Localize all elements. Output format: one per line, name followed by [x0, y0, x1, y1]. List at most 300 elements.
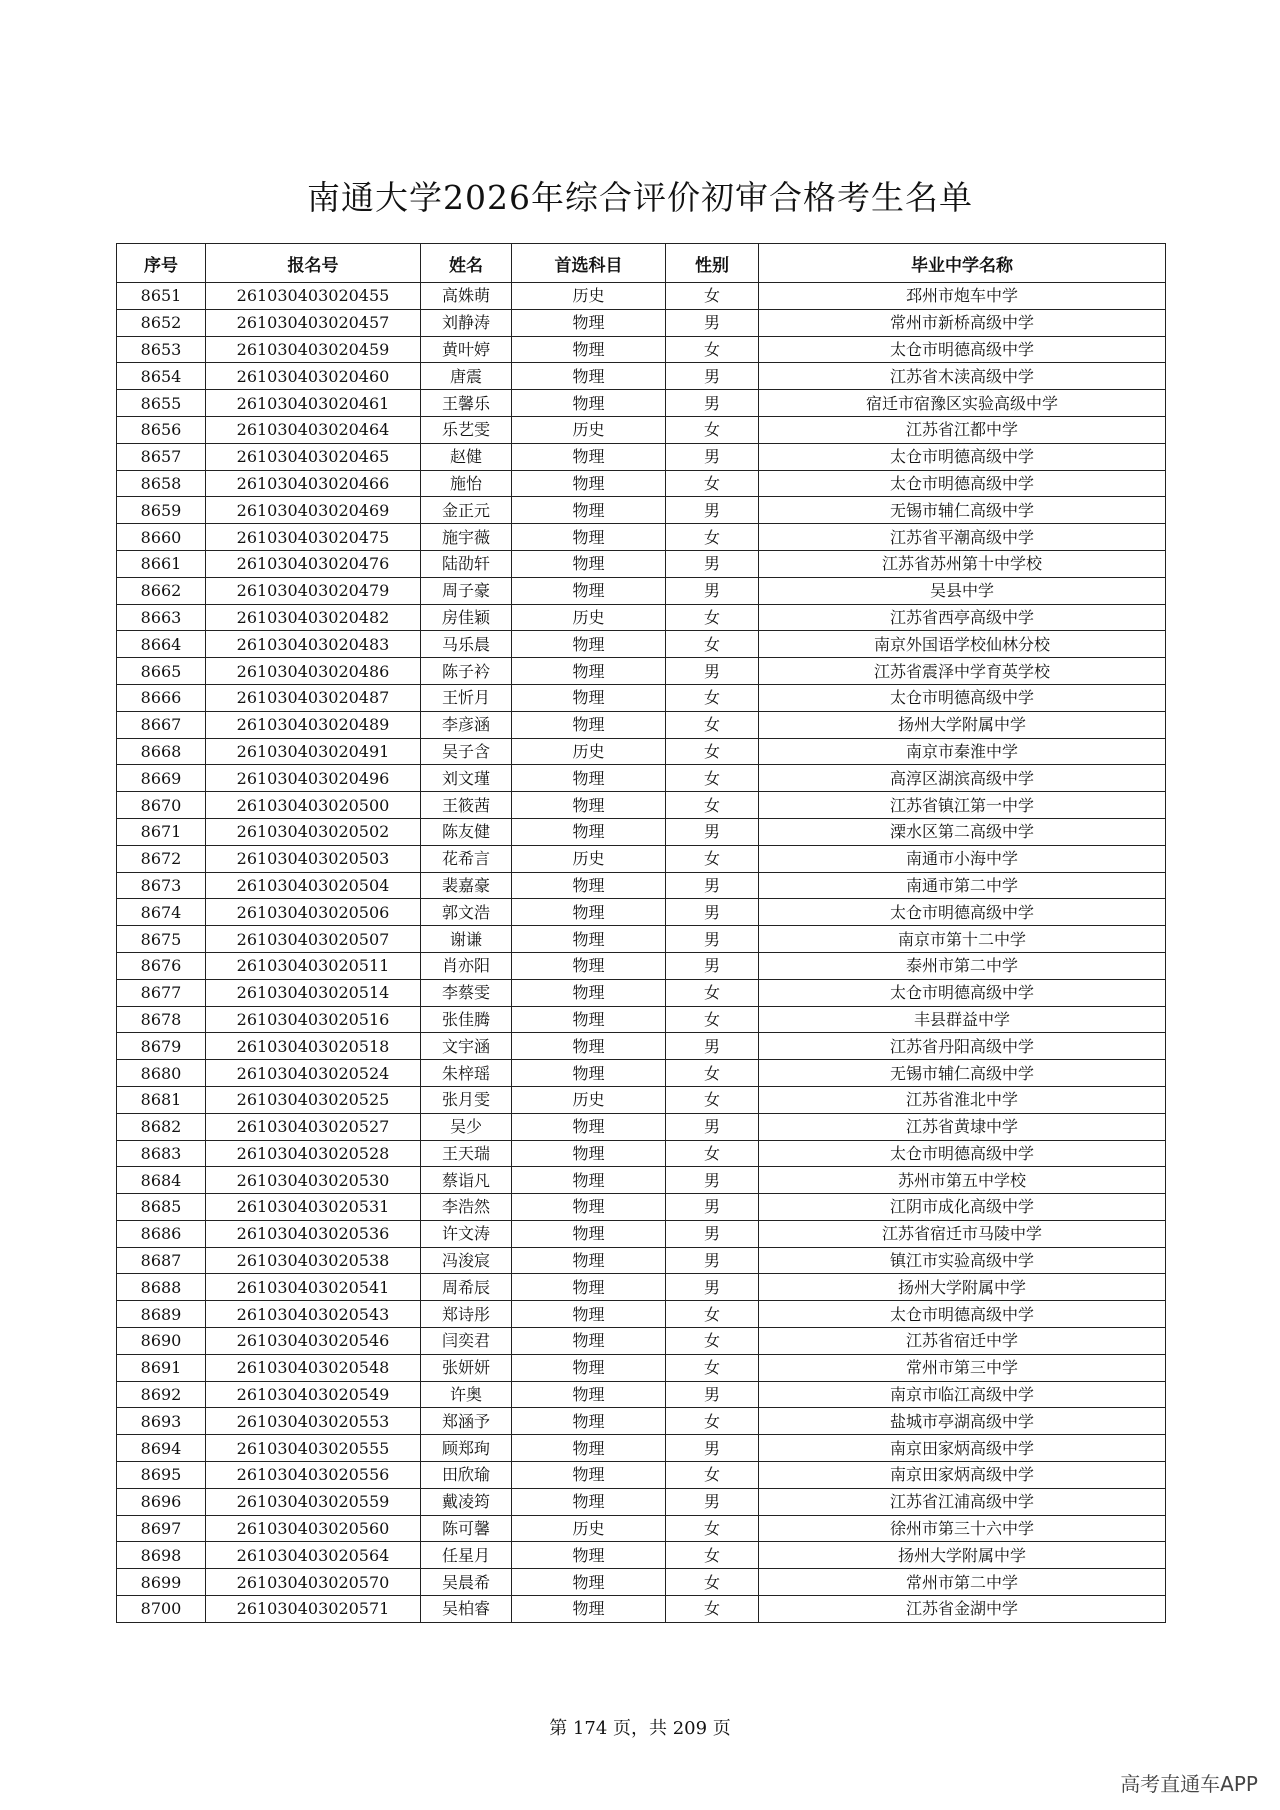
- cell-registration-no: 261030403020548: [206, 1354, 421, 1381]
- cell-index: 8677: [117, 979, 206, 1006]
- document-title: 南通大学2026年综合评价初审合格考生名单: [307, 178, 973, 217]
- cell-gender: 女: [666, 684, 759, 711]
- table-row: [117, 1354, 1166, 1381]
- cell-subject: 历史: [512, 604, 666, 631]
- cell-gender: 女: [666, 1006, 759, 1033]
- table-row: [117, 684, 1166, 711]
- cell-gender: 男: [666, 443, 759, 470]
- table-row: [117, 952, 1166, 979]
- cell-subject: 历史: [512, 1515, 666, 1542]
- cell-name: 黄叶婷: [421, 336, 512, 363]
- cell-subject: 物理: [512, 1220, 666, 1247]
- cell-index: 8661: [117, 550, 206, 577]
- cell-registration-no: 261030403020466: [206, 470, 421, 497]
- cell-registration-no: 261030403020459: [206, 336, 421, 363]
- cell-registration-no: 261030403020570: [206, 1569, 421, 1596]
- cell-school: 邳州市炮车中学: [759, 283, 1166, 310]
- cell-name: 郑诗彤: [421, 1301, 512, 1328]
- cell-name: 王忻月: [421, 684, 512, 711]
- cell-registration-no: 261030403020549: [206, 1381, 421, 1408]
- cell-school: 江苏省黄埭中学: [759, 1113, 1166, 1140]
- cell-registration-no: 261030403020482: [206, 604, 421, 631]
- cell-subject: 物理: [512, 1033, 666, 1060]
- cell-registration-no: 261030403020555: [206, 1435, 421, 1462]
- cell-name: 刘静涛: [421, 309, 512, 336]
- table-row: [117, 1033, 1166, 1060]
- cell-index: 8686: [117, 1220, 206, 1247]
- cell-subject: 物理: [512, 336, 666, 363]
- cell-subject: 物理: [512, 1328, 666, 1355]
- column-header-registration-no: 报名号: [206, 244, 421, 283]
- cell-school: 常州市新桥高级中学: [759, 309, 1166, 336]
- cell-registration-no: 261030403020486: [206, 658, 421, 685]
- column-header-subject: 首选科目: [512, 244, 666, 283]
- cell-gender: 女: [666, 470, 759, 497]
- cell-name: 赵健: [421, 443, 512, 470]
- cell-gender: 女: [666, 631, 759, 658]
- cell-subject: 物理: [512, 1435, 666, 1462]
- cell-subject: 历史: [512, 738, 666, 765]
- cell-school: 江苏省宿迁中学: [759, 1328, 1166, 1355]
- cell-name: 许奥: [421, 1381, 512, 1408]
- table-row: [117, 1301, 1166, 1328]
- column-header-index: 序号: [117, 244, 206, 283]
- cell-name: 陈可馨: [421, 1515, 512, 1542]
- cell-registration-no: 261030403020479: [206, 577, 421, 604]
- cell-gender: 女: [666, 845, 759, 872]
- cell-gender: 男: [666, 1220, 759, 1247]
- cell-registration-no: 261030403020507: [206, 926, 421, 953]
- table-row: [117, 1408, 1166, 1435]
- table-row: [117, 926, 1166, 953]
- cell-index: 8689: [117, 1301, 206, 1328]
- cell-index: 8671: [117, 818, 206, 845]
- cell-school: 江苏省震泽中学育英学校: [759, 658, 1166, 685]
- cell-name: 周子豪: [421, 577, 512, 604]
- cell-name: 刘文瑾: [421, 765, 512, 792]
- cell-name: 郭文浩: [421, 899, 512, 926]
- cell-registration-no: 261030403020516: [206, 1006, 421, 1033]
- cell-name: 吴子含: [421, 738, 512, 765]
- cell-gender: 男: [666, 899, 759, 926]
- cell-name: 吴柏睿: [421, 1596, 512, 1623]
- cell-gender: 女: [666, 1301, 759, 1328]
- cell-gender: 女: [666, 283, 759, 310]
- cell-index: 8680: [117, 1060, 206, 1087]
- cell-name: 张佳腾: [421, 1006, 512, 1033]
- cell-gender: 女: [666, 1596, 759, 1623]
- cell-name: 房佳颖: [421, 604, 512, 631]
- cell-name: 闫奕君: [421, 1328, 512, 1355]
- cell-school: 南京田家炳高级中学: [759, 1462, 1166, 1489]
- cell-name: 王馨乐: [421, 390, 512, 417]
- cell-name: 张月雯: [421, 1086, 512, 1113]
- cell-subject: 物理: [512, 658, 666, 685]
- table-row: [117, 524, 1166, 551]
- cell-subject: 物理: [512, 524, 666, 551]
- cell-gender: 女: [666, 765, 759, 792]
- cell-subject: 物理: [512, 1274, 666, 1301]
- cell-school: 吴县中学: [759, 577, 1166, 604]
- cell-index: 8685: [117, 1194, 206, 1221]
- cell-registration-no: 261030403020564: [206, 1542, 421, 1569]
- cell-school: 太仓市明德高级中学: [759, 979, 1166, 1006]
- cell-registration-no: 261030403020559: [206, 1488, 421, 1515]
- table-row: [117, 765, 1166, 792]
- cell-school: 南京市秦淮中学: [759, 738, 1166, 765]
- table-row: [117, 1435, 1166, 1462]
- cell-registration-no: 261030403020483: [206, 631, 421, 658]
- cell-subject: 物理: [512, 792, 666, 819]
- cell-registration-no: 261030403020546: [206, 1328, 421, 1355]
- cell-index: 8696: [117, 1488, 206, 1515]
- cell-subject: 历史: [512, 845, 666, 872]
- cell-school: 南京市临江高级中学: [759, 1381, 1166, 1408]
- cell-gender: 男: [666, 1113, 759, 1140]
- cell-subject: 物理: [512, 684, 666, 711]
- cell-subject: 物理: [512, 550, 666, 577]
- cell-name: 郑涵予: [421, 1408, 512, 1435]
- cell-gender: 女: [666, 1569, 759, 1596]
- cell-school: 江苏省木渎高级中学: [759, 363, 1166, 390]
- cell-index: 8656: [117, 416, 206, 443]
- cell-name: 施怡: [421, 470, 512, 497]
- cell-registration-no: 261030403020560: [206, 1515, 421, 1542]
- cell-gender: 女: [666, 416, 759, 443]
- cell-school: 太仓市明德高级中学: [759, 336, 1166, 363]
- cell-subject: 物理: [512, 1060, 666, 1087]
- cell-name: 周希辰: [421, 1274, 512, 1301]
- table-row: [117, 1006, 1166, 1033]
- table-row: [117, 1328, 1166, 1355]
- cell-index: 8678: [117, 1006, 206, 1033]
- cell-index: 8676: [117, 952, 206, 979]
- cell-subject: 历史: [512, 283, 666, 310]
- cell-gender: 男: [666, 1033, 759, 1060]
- cell-name: 张妍妍: [421, 1354, 512, 1381]
- cell-registration-no: 261030403020553: [206, 1408, 421, 1435]
- cell-registration-no: 261030403020528: [206, 1140, 421, 1167]
- table-row: [117, 1060, 1166, 1087]
- cell-subject: 物理: [512, 1488, 666, 1515]
- cell-school: 扬州大学附属中学: [759, 1274, 1166, 1301]
- cell-school: 南通市小海中学: [759, 845, 1166, 872]
- cell-index: 8679: [117, 1033, 206, 1060]
- cell-registration-no: 261030403020496: [206, 765, 421, 792]
- cell-gender: 男: [666, 952, 759, 979]
- cell-index: 8664: [117, 631, 206, 658]
- cell-school: 太仓市明德高级中学: [759, 470, 1166, 497]
- cell-gender: 女: [666, 1328, 759, 1355]
- cell-subject: 物理: [512, 1354, 666, 1381]
- cell-registration-no: 261030403020461: [206, 390, 421, 417]
- cell-school: 江苏省淮北中学: [759, 1086, 1166, 1113]
- table-row: [117, 845, 1166, 872]
- cell-school: 无锡市辅仁高级中学: [759, 497, 1166, 524]
- table-header-row: [117, 244, 1166, 283]
- cell-registration-no: 261030403020541: [206, 1274, 421, 1301]
- cell-index: 8683: [117, 1140, 206, 1167]
- cell-index: 8651: [117, 283, 206, 310]
- cell-school: 江苏省平潮高级中学: [759, 524, 1166, 551]
- cell-name: 田欣瑜: [421, 1462, 512, 1489]
- cell-index: 8658: [117, 470, 206, 497]
- cell-index: 8662: [117, 577, 206, 604]
- table-row: [117, 497, 1166, 524]
- cell-index: 8667: [117, 711, 206, 738]
- cell-school: 江阴市成化高级中学: [759, 1194, 1166, 1221]
- candidate-table: [116, 243, 1166, 1623]
- table-row: [117, 1569, 1166, 1596]
- table-row: [117, 336, 1166, 363]
- cell-registration-no: 261030403020525: [206, 1086, 421, 1113]
- cell-gender: 女: [666, 1354, 759, 1381]
- cell-subject: 物理: [512, 1113, 666, 1140]
- cell-school: 太仓市明德高级中学: [759, 443, 1166, 470]
- cell-registration-no: 261030403020527: [206, 1113, 421, 1140]
- cell-subject: 物理: [512, 899, 666, 926]
- cell-registration-no: 261030403020530: [206, 1167, 421, 1194]
- table-row: [117, 1194, 1166, 1221]
- cell-name: 王筱茜: [421, 792, 512, 819]
- cell-school: 扬州大学附属中学: [759, 1542, 1166, 1569]
- cell-index: 8693: [117, 1408, 206, 1435]
- cell-gender: 女: [666, 1060, 759, 1087]
- cell-registration-no: 261030403020571: [206, 1596, 421, 1623]
- cell-index: 8698: [117, 1542, 206, 1569]
- cell-index: 8663: [117, 604, 206, 631]
- cell-subject: 物理: [512, 577, 666, 604]
- cell-name: 朱梓瑶: [421, 1060, 512, 1087]
- cell-index: 8690: [117, 1328, 206, 1355]
- cell-gender: 女: [666, 1140, 759, 1167]
- cell-name: 许文涛: [421, 1220, 512, 1247]
- cell-school: 南京外国语学校仙林分校: [759, 631, 1166, 658]
- cell-registration-no: 261030403020489: [206, 711, 421, 738]
- cell-school: 苏州市第五中学校: [759, 1167, 1166, 1194]
- cell-gender: 男: [666, 577, 759, 604]
- cell-index: 8688: [117, 1274, 206, 1301]
- cell-name: 马乐晨: [421, 631, 512, 658]
- cell-index: 8687: [117, 1247, 206, 1274]
- column-header-school: 毕业中学名称: [759, 244, 1166, 283]
- cell-gender: 女: [666, 336, 759, 363]
- table-row: [117, 1381, 1166, 1408]
- cell-name: 谢谦: [421, 926, 512, 953]
- cell-subject: 物理: [512, 390, 666, 417]
- table-row: [117, 1542, 1166, 1569]
- cell-school: 常州市第二中学: [759, 1569, 1166, 1596]
- cell-index: 8681: [117, 1086, 206, 1113]
- cell-subject: 物理: [512, 309, 666, 336]
- table-row: [117, 1140, 1166, 1167]
- cell-registration-no: 261030403020464: [206, 416, 421, 443]
- cell-school: 镇江市实验高级中学: [759, 1247, 1166, 1274]
- table-row: [117, 1515, 1166, 1542]
- column-header-name: 姓名: [421, 244, 512, 283]
- cell-index: 8691: [117, 1354, 206, 1381]
- cell-subject: 物理: [512, 711, 666, 738]
- cell-school: 太仓市明德高级中学: [759, 899, 1166, 926]
- cell-name: 顾郑珣: [421, 1435, 512, 1462]
- cell-subject: 物理: [512, 1006, 666, 1033]
- cell-gender: 男: [666, 926, 759, 953]
- cell-subject: 物理: [512, 363, 666, 390]
- cell-school: 江苏省江浦高级中学: [759, 1488, 1166, 1515]
- cell-gender: 男: [666, 550, 759, 577]
- cell-name: 任星月: [421, 1542, 512, 1569]
- cell-index: 8665: [117, 658, 206, 685]
- cell-subject: 物理: [512, 818, 666, 845]
- cell-gender: 女: [666, 711, 759, 738]
- cell-subject: 物理: [512, 1194, 666, 1221]
- cell-subject: 物理: [512, 1542, 666, 1569]
- cell-gender: 男: [666, 658, 759, 685]
- cell-index: 8699: [117, 1569, 206, 1596]
- cell-subject: 物理: [512, 470, 666, 497]
- cell-name: 李浩然: [421, 1194, 512, 1221]
- cell-gender: 男: [666, 497, 759, 524]
- cell-index: 8655: [117, 390, 206, 417]
- cell-registration-no: 261030403020476: [206, 550, 421, 577]
- cell-subject: 物理: [512, 497, 666, 524]
- cell-school: 扬州大学附属中学: [759, 711, 1166, 738]
- cell-subject: 物理: [512, 1167, 666, 1194]
- table-row: [117, 577, 1166, 604]
- cell-gender: 女: [666, 1408, 759, 1435]
- table-row: [117, 1596, 1166, 1623]
- cell-subject: 物理: [512, 1140, 666, 1167]
- table-row: [117, 309, 1166, 336]
- table-row: [117, 550, 1166, 577]
- cell-gender: 女: [666, 792, 759, 819]
- table-row: [117, 1462, 1166, 1489]
- table-body: [117, 283, 1166, 1623]
- cell-subject: 物理: [512, 979, 666, 1006]
- cell-index: 8666: [117, 684, 206, 711]
- cell-registration-no: 261030403020457: [206, 309, 421, 336]
- table-row: [117, 283, 1166, 310]
- cell-name: 陈子衿: [421, 658, 512, 685]
- cell-registration-no: 261030403020531: [206, 1194, 421, 1221]
- cell-registration-no: 261030403020475: [206, 524, 421, 551]
- cell-name: 肖亦阳: [421, 952, 512, 979]
- cell-subject: 物理: [512, 1569, 666, 1596]
- cell-school: 江苏省苏州第十中学校: [759, 550, 1166, 577]
- table-row: [117, 658, 1166, 685]
- table-row: [117, 1086, 1166, 1113]
- cell-name: 乐艺雯: [421, 416, 512, 443]
- cell-index: 8673: [117, 872, 206, 899]
- cell-index: 8670: [117, 792, 206, 819]
- cell-school: 南通市第二中学: [759, 872, 1166, 899]
- cell-school: 溧水区第二高级中学: [759, 818, 1166, 845]
- cell-subject: 物理: [512, 952, 666, 979]
- cell-registration-no: 261030403020469: [206, 497, 421, 524]
- cell-registration-no: 261030403020500: [206, 792, 421, 819]
- cell-school: 徐州市第三十六中学: [759, 1515, 1166, 1542]
- cell-name: 蔡诣凡: [421, 1167, 512, 1194]
- cell-gender: 男: [666, 1381, 759, 1408]
- cell-subject: 物理: [512, 872, 666, 899]
- cell-registration-no: 261030403020506: [206, 899, 421, 926]
- cell-registration-no: 261030403020518: [206, 1033, 421, 1060]
- table-row: [117, 470, 1166, 497]
- page-number: 第 174 页，共 209 页: [549, 1718, 731, 1739]
- table-row: [117, 416, 1166, 443]
- table-row: [117, 872, 1166, 899]
- cell-subject: 物理: [512, 631, 666, 658]
- table-row: [117, 1274, 1166, 1301]
- cell-index: 8653: [117, 336, 206, 363]
- cell-subject: 物理: [512, 926, 666, 953]
- table-row: [117, 979, 1166, 1006]
- cell-name: 裴嘉豪: [421, 872, 512, 899]
- cell-registration-no: 261030403020460: [206, 363, 421, 390]
- table-row: [117, 1220, 1166, 1247]
- cell-school: 常州市第三中学: [759, 1354, 1166, 1381]
- cell-name: 文宇涵: [421, 1033, 512, 1060]
- cell-subject: 历史: [512, 416, 666, 443]
- cell-registration-no: 261030403020514: [206, 979, 421, 1006]
- cell-subject: 物理: [512, 765, 666, 792]
- cell-index: 8697: [117, 1515, 206, 1542]
- cell-index: 8668: [117, 738, 206, 765]
- cell-name: 高姝萌: [421, 283, 512, 310]
- cell-subject: 物理: [512, 1381, 666, 1408]
- cell-index: 8692: [117, 1381, 206, 1408]
- cell-gender: 男: [666, 1247, 759, 1274]
- cell-school: 南京田家炳高级中学: [759, 1435, 1166, 1462]
- table-row: [117, 899, 1166, 926]
- cell-gender: 男: [666, 309, 759, 336]
- cell-index: 8672: [117, 845, 206, 872]
- cell-index: 8694: [117, 1435, 206, 1462]
- cell-gender: 女: [666, 738, 759, 765]
- cell-gender: 女: [666, 1462, 759, 1489]
- cell-school: 江苏省金湖中学: [759, 1596, 1166, 1623]
- cell-school: 江苏省西亭高级中学: [759, 604, 1166, 631]
- table-row: [117, 1488, 1166, 1515]
- cell-subject: 物理: [512, 1462, 666, 1489]
- cell-school: 太仓市明德高级中学: [759, 1140, 1166, 1167]
- cell-registration-no: 261030403020503: [206, 845, 421, 872]
- cell-school: 高淳区湖滨高级中学: [759, 765, 1166, 792]
- cell-gender: 男: [666, 1435, 759, 1462]
- cell-subject: 物理: [512, 1408, 666, 1435]
- cell-school: 太仓市明德高级中学: [759, 684, 1166, 711]
- cell-registration-no: 261030403020524: [206, 1060, 421, 1087]
- table-row: [117, 1167, 1166, 1194]
- table-row: [117, 390, 1166, 417]
- cell-subject: 历史: [512, 1086, 666, 1113]
- table-row: [117, 604, 1166, 631]
- cell-name: 吴晨希: [421, 1569, 512, 1596]
- cell-school: 泰州市第二中学: [759, 952, 1166, 979]
- table-row: [117, 443, 1166, 470]
- cell-index: 8660: [117, 524, 206, 551]
- cell-gender: 男: [666, 818, 759, 845]
- table-row: [117, 631, 1166, 658]
- cell-gender: 男: [666, 1194, 759, 1221]
- cell-name: 冯浚宸: [421, 1247, 512, 1274]
- cell-index: 8669: [117, 765, 206, 792]
- cell-gender: 女: [666, 1086, 759, 1113]
- cell-index: 8684: [117, 1167, 206, 1194]
- table-row: [117, 1247, 1166, 1274]
- table-row: [117, 363, 1166, 390]
- cell-school: 无锡市辅仁高级中学: [759, 1060, 1166, 1087]
